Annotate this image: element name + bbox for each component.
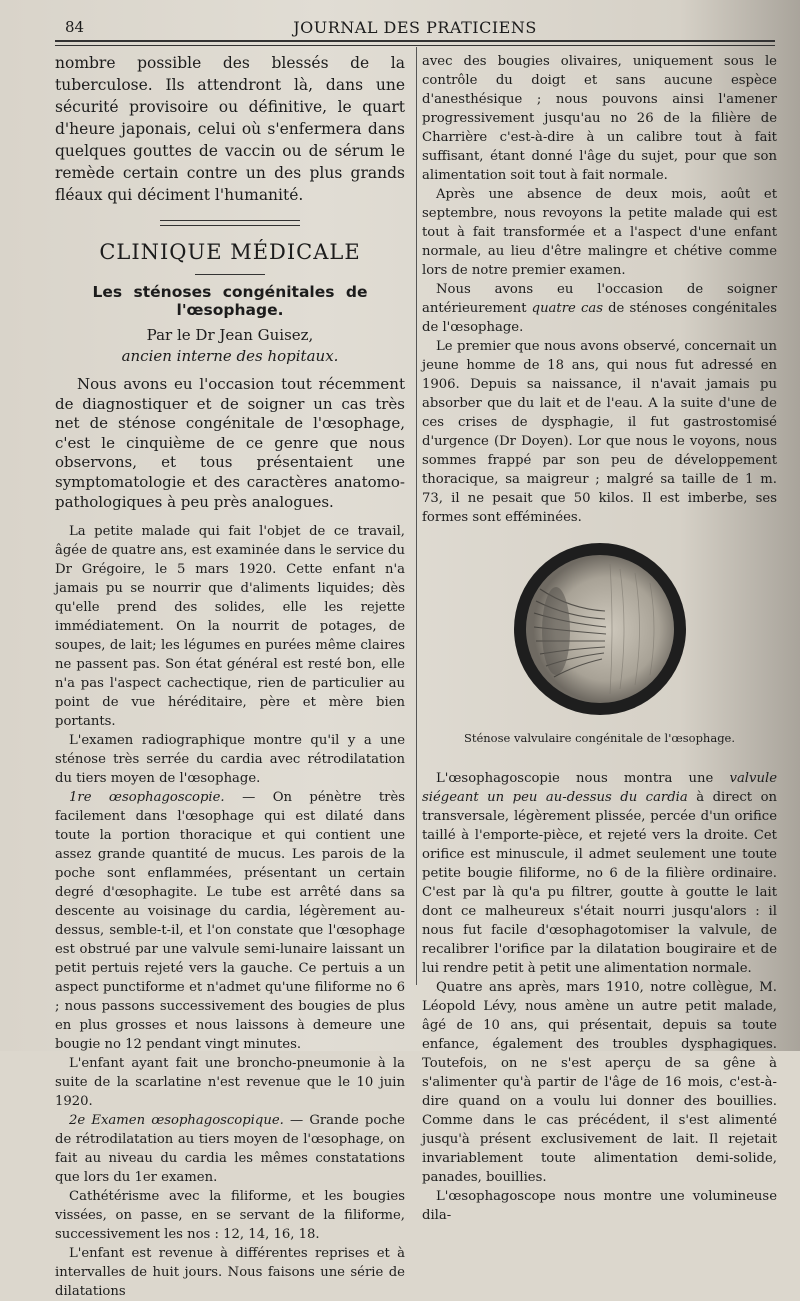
journal-title: JOURNAL DES PRATICIENS: [293, 18, 537, 37]
body-paragraph: Le premier que nous avons observé, concernait un jeune homme de 18 ans, qui nous fut adressé en 1906. Depuis sa naissance, il n'avait jamais pu absorber que du lait et de l'eau. A la suite d'une de ces crises de dysphagie, il fut gastrostomisé d'urgence (Dr Doyen). Lor que nous le voyons, nous sommes frappé par son peu de développement thoracique, sa maigreur ; malgré sa taille de 1 m. 73, il ne pesait que 50 kilos. Il est imberbe, ses formes sont efféminées.: [422, 339, 777, 525]
esophagoscope-illustration: [510, 539, 690, 719]
body-paragraph: Nous avons eu l'occasion de soigner antérieurement quatre cas de sténoses congénitales de l'œsophage.: [422, 282, 777, 335]
body-paragraph: L'enfant est revenue à différentes reprises et à intervalles de huit jours. Nous faisons une série de dilatations: [55, 1246, 405, 1300]
body-paragraph: Quatre ans après, mars 1910, notre collègue, M. Léopold Lévy, nous amène un autre petit malade, âgé de 10 ans, qui présentait, depuis sa toute enfance, également des troubles dysphagiques. Toutefois, on ne s'est aperçu de sa gêne à s'alimenter qu'à partir de l'âge de 16 mois, c'est-à-dire quand on a voulu lui donner des bouillies. Comme dans le cas précédent, il s'est alimenté jusqu'à présent exclusivement de lait. Il rejetait invariablement toute alimentation demi-solide, panades, bouillies.: [422, 980, 777, 1185]
header-rule: [55, 40, 775, 46]
short-rule: [195, 274, 265, 275]
left-column: [55, 52, 405, 1301]
body-paragraph: Après une absence de deux mois, août et septembre, nous revoyons la petite malade qui est tout à fait transformée et a l'aspect d'une enfant normale, au lieu d'être malingre et chétive comme lors de notre premier examen.: [422, 187, 777, 278]
section-title: CLINIQUE MÉDICALE: [99, 240, 361, 264]
page-header: [55, 14, 775, 42]
body-paragraph: Nous avons eu l'occasion tout récemment de diagnostiquer et de soigner un cas très net de sténose congénitale de l'œsophage, c'est le cinquième de ce genre que nous observons, et tous présentaient une symptomatologie et des caractères anatomo-pathologiques à peu près analogues.: [55, 375, 405, 511]
body-paragraph: 2e Examen œsophagoscopique. — Grande poche de rétrodilatation au tiers moyen de l'œsophage, on fait au niveau du cardia les mêmes constatations que lors du 1er examen.: [55, 1113, 405, 1186]
article-title: Les sténoses congénitales de l'œsophage.: [92, 283, 368, 319]
figure: [450, 539, 750, 745]
figure-caption: Sténose valvulaire congénitale de l'œsophage.: [463, 731, 736, 745]
page-number: 84: [65, 18, 85, 36]
byline-role: ancien interne des hopitaux.: [121, 347, 339, 365]
body-paragraph: La petite malade qui fait l'objet de ce travail, âgée de quatre ans, est examinée dans le service du Dr Grégoire, le 5 mars 1920. Cette enfant n'a jamais pu se nourrir que d'aliments liquides; dès qu'elle prend des solides, elle les rejette immédiatement. On la nourrit de potages, de soupes, de lait; les légumes en purées même claires ne passent pas. Son état général est resté bon, elle n'a pas l'aspect cachectique, rien de particulier au point de vue héréditaire, père et mère bien portants.: [55, 524, 405, 730]
decorative-rule: [160, 220, 300, 226]
body-paragraph: L'œsophagoscope nous montre une volumineuse dila-: [422, 1189, 777, 1223]
body-paragraph: L'examen radiographique montre qu'il y a une sténose très serrée du cardia avec rétrodilatation du tiers moyen de l'œsophage.: [55, 733, 405, 787]
body-paragraph: avec des bougies olivaires, uniquement sous le contrôle du doigt et sans aucune espèce d'anesthésique ; nous pouvons ainsi l'amener progressivement jusqu'au no 26 de la filière de Charrière c'est-à-dire à un calibre tout à fait suffisant, étant donné l'âge du sujet, pour que son alimentation soit tout à fait normale.: [422, 54, 777, 183]
subheading: 1re œsophagoscopie.: [69, 790, 225, 806]
right-column: [422, 52, 777, 1225]
subheading: 2e Examen œsophagoscopique.: [69, 1113, 284, 1129]
body-paragraph: L'œsophagoscopie nous montra une valvule siégeant un peu au-dessus du cardia à direct on transversale, légèrement plissée, percée d'un orifice taillé à l'emporte-pièce, et rejeté vers la droite. Cet orifice est minuscule, il admet seulement une toute petite bougie filiforme, no 6 de la filière ordinaire. C'est par là qu'a pu filtrer, goutte à goutte le lait dont ce malheureux s'était nourri jusqu'alors : il nous fut facile d'œsophagotomiser la valvule, de recalibrer l'orifice par la dilatation bougiraire et de lui rendre petit à petit une alimentation normale.: [422, 771, 777, 976]
body-paragraph: 1re œsophagoscopie. — On pénètre très facilement dans l'œsophage qui est dilaté dans toute la portion thoracique et qui contient une assez grande quantité de mucus. Les parois de la poche sont enflammées, présentant un certain degré d'œsophagite. Le tube est arrêté dans sa descente au voisinage du cardia, légèrement au-dessus, semble-t-il, et l'on constate que l'œsophage est obstrué par une valvule semi-lunaire laissant un petit pertuis rejeté vers la gauche. Ce pertuis a un aspect punctiforme et n'admet qu'une filiforme no 6 ; nous passons successivement des bougies de plus en plus grosses et nous laissons à demeure une bougie no 12 pendant vingt minutes.: [55, 790, 405, 1053]
byline: Par le Dr Jean Guisez,: [146, 326, 314, 344]
body-paragraph: L'enfant ayant fait une broncho-pneumonie à la suite de la scarlatine n'est revenue que le 10 juin 1920.: [55, 1056, 405, 1110]
column-divider: [416, 47, 417, 985]
intro-paragraph: nombre possible des blessés de la tuberculose. Ils attendront là, dans une sécurité provisoire ou définitive, le quart d'heure japonais, celui où s'enfermera dans quelques gouttes de vaccin ou de sérum le remède certain contre un des plus grands fléaux qui déciment l'humanité.: [55, 54, 405, 204]
body-paragraph: Cathétérisme avec la filiforme, et les bougies vissées, on passe, en se servant de la filiforme, successivement les nos : 12, 14, 16, 18.: [55, 1189, 405, 1243]
